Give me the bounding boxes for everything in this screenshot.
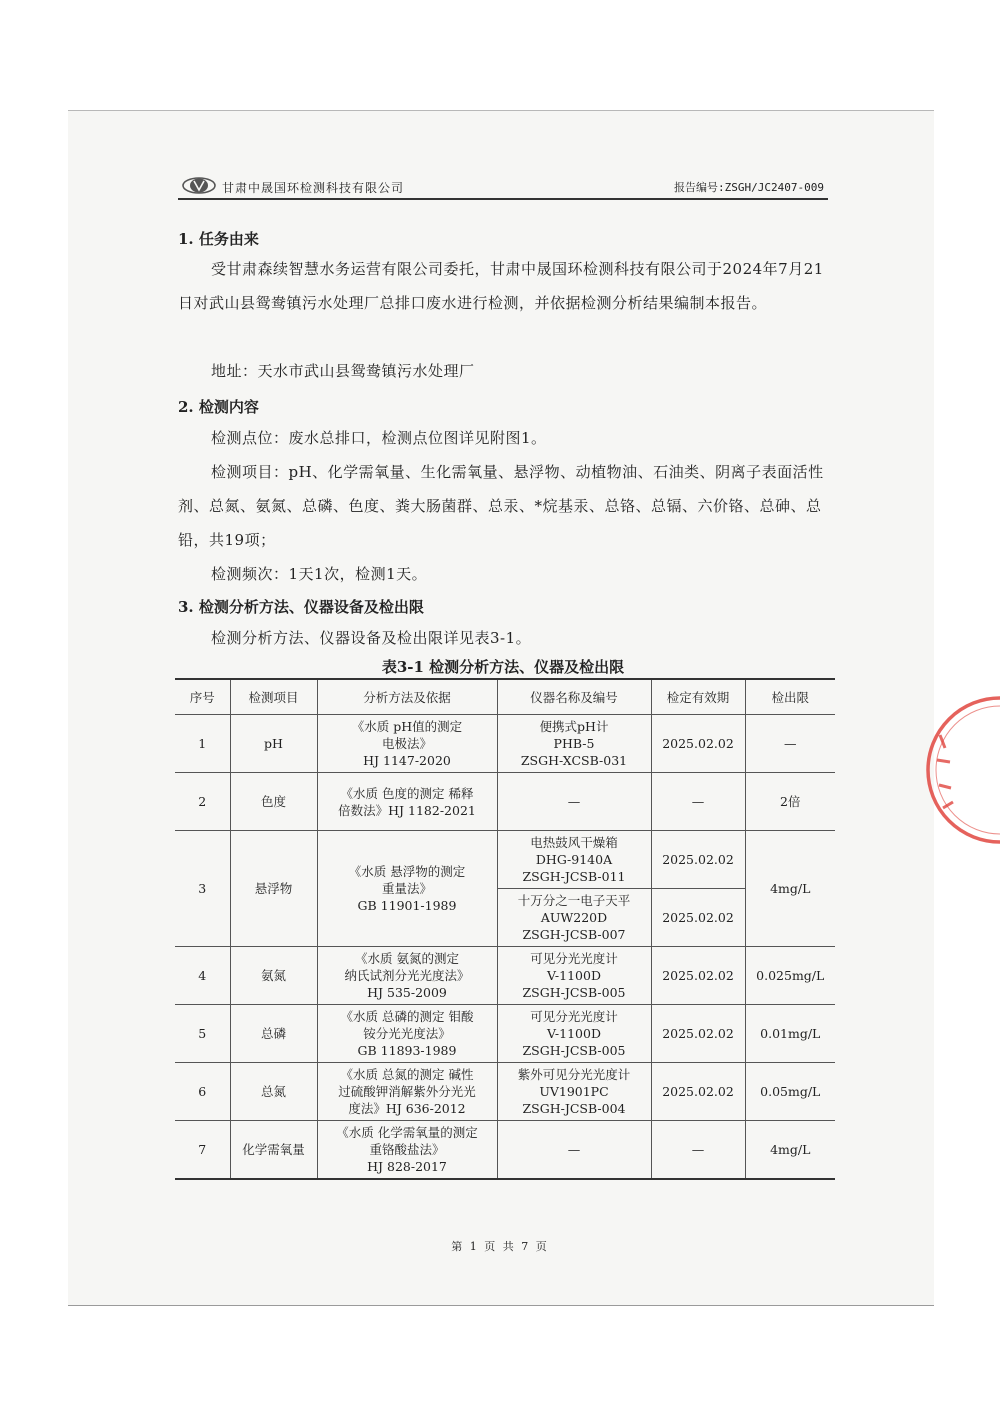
cell-limit: 4mg/L bbox=[745, 831, 835, 947]
cell-valid: 2025.02.02 bbox=[651, 831, 745, 889]
header-instrument: 仪器名称及编号 bbox=[497, 679, 651, 715]
official-seal-icon bbox=[895, 690, 1000, 850]
header-item: 检测项目 bbox=[230, 679, 317, 715]
section-2-items: 检测项目：pH、化学需氧量、生化需氧量、悬浮物、动植物油、石油类、阴离子表面活性剂、总氮、氨氮、总磷、色度、粪大肠菌群、总汞、*烷基汞、总铬、总镉、六价铬、总砷、总铅，共19项； bbox=[178, 463, 824, 549]
cell-limit: 0.05mg/L bbox=[745, 1063, 835, 1121]
header-valid: 检定有效期 bbox=[651, 679, 745, 715]
cell-instrument: 十万分之一电子天平 AUW220D ZSGH-JCSB-007 bbox=[497, 889, 651, 947]
cell-instrument: 便携式pH计 PHB-5 ZSGH-XCSB-031 bbox=[497, 715, 651, 773]
cell-no: 3 bbox=[175, 831, 230, 947]
cell-item: 氨氮 bbox=[230, 947, 317, 1005]
company-logo-icon bbox=[182, 177, 216, 194]
section-3-paragraph: 检测分析方法、仪器设备及检出限详见表3-1。 bbox=[211, 629, 532, 647]
cell-method: 《水质 色度的测定 稀释 倍数法》HJ 1182-2021 bbox=[317, 773, 497, 831]
cell-no: 4 bbox=[175, 947, 230, 1005]
page-header bbox=[178, 176, 828, 200]
header-no: 序号 bbox=[175, 679, 230, 715]
cell-instrument: 电热鼓风干燥箱 DHG-9140A ZSGH-JCSB-011 bbox=[497, 831, 651, 889]
cell-method: 《水质 pH值的测定 电极法》 HJ 1147-2020 bbox=[317, 715, 497, 773]
cell-no: 6 bbox=[175, 1063, 230, 1121]
table-row bbox=[175, 1121, 835, 1179]
cell-method: 《水质 悬浮物的测定 重量法》 GB 11901-1989 bbox=[317, 831, 497, 947]
cell-item: 化学需氧量 bbox=[230, 1121, 317, 1179]
methods-table bbox=[175, 678, 835, 1180]
cell-limit: 0.01mg/L bbox=[745, 1005, 835, 1063]
section-1-title: 1. 任务由来 bbox=[178, 230, 259, 248]
cell-limit: — bbox=[745, 715, 835, 773]
report-number: 报告编号:ZSGH/JC2407-009 bbox=[674, 181, 824, 194]
cell-valid: — bbox=[651, 1121, 745, 1179]
cell-item: 总磷 bbox=[230, 1005, 317, 1063]
cell-method: 《水质 总磷的测定 钼酸 铵分光光度法》 GB 11893-1989 bbox=[317, 1005, 497, 1063]
header-limit: 检出限 bbox=[745, 679, 835, 715]
cell-item: 总氮 bbox=[230, 1063, 317, 1121]
cell-instrument: 紫外可见分光光度计 UV1901PC ZSGH-JCSB-004 bbox=[497, 1063, 651, 1121]
company-name: 甘肃中晟国环检测科技有限公司 bbox=[222, 181, 405, 195]
section-2-title: 2. 检测内容 bbox=[178, 398, 259, 416]
table-row bbox=[175, 773, 835, 831]
cell-instrument: — bbox=[497, 773, 651, 831]
header-method: 分析方法及依据 bbox=[317, 679, 497, 715]
page-number: 第 1 页 共 7 页 bbox=[451, 1240, 549, 1253]
cell-limit: 2倍 bbox=[745, 773, 835, 831]
table-row bbox=[175, 1063, 835, 1121]
cell-valid: — bbox=[651, 773, 745, 831]
table-row bbox=[175, 831, 835, 889]
cell-valid: 2025.02.02 bbox=[651, 1063, 745, 1121]
table-row bbox=[175, 947, 835, 1005]
cell-instrument: 可见分光光度计 V-1100D ZSGH-JCSB-005 bbox=[497, 947, 651, 1005]
cell-limit: 4mg/L bbox=[745, 1121, 835, 1179]
cell-no: 2 bbox=[175, 773, 230, 831]
table-caption: 表3-1 检测分析方法、仪器及检出限 bbox=[381, 658, 625, 676]
cell-no: 7 bbox=[175, 1121, 230, 1179]
table-row bbox=[175, 715, 835, 773]
cell-instrument: — bbox=[497, 1121, 651, 1179]
table-row bbox=[175, 1005, 835, 1063]
cell-limit: 0.025mg/L bbox=[745, 947, 835, 1005]
cell-valid: 2025.02.02 bbox=[651, 947, 745, 1005]
cell-no: 1 bbox=[175, 715, 230, 773]
cell-item: 色度 bbox=[230, 773, 317, 831]
cell-valid: 2025.02.02 bbox=[651, 715, 745, 773]
cell-method: 《水质 总氮的测定 碱性 过硫酸钾消解紫外分光光 度法》HJ 636-2012 bbox=[317, 1063, 497, 1121]
section-1-address: 地址：天水市武山县鸳鸯镇污水处理厂 bbox=[211, 362, 475, 380]
cell-item: pH bbox=[230, 715, 317, 773]
cell-method: 《水质 氨氮的测定 纳氏试剂分光光度法》 HJ 535-2009 bbox=[317, 947, 497, 1005]
cell-method: 《水质 化学需氧量的测定 重铬酸盐法》 HJ 828-2017 bbox=[317, 1121, 497, 1179]
section-1-paragraph: 受甘肃森续智慧水务运营有限公司委托，甘肃中晟国环检测科技有限公司于2024年7月21日对武山县鸳鸯镇污水处理厂总排口废水进行检测，并依据检测分析结果编制本报告。 bbox=[178, 260, 824, 312]
table-header-row bbox=[175, 679, 835, 715]
section-3-title: 3. 检测分析方法、仪器设备及检出限 bbox=[178, 598, 424, 616]
cell-valid: 2025.02.02 bbox=[651, 1005, 745, 1063]
section-2-sampling-point: 检测点位：废水总排口，检测点位图详见附图1。 bbox=[211, 429, 547, 447]
section-2-frequency: 检测频次：1天1次，检测1天。 bbox=[211, 565, 428, 583]
cell-no: 5 bbox=[175, 1005, 230, 1063]
cell-instrument: 可见分光光度计 V-1100D ZSGH-JCSB-005 bbox=[497, 1005, 651, 1063]
cell-valid: 2025.02.02 bbox=[651, 889, 745, 947]
cell-item: 悬浮物 bbox=[230, 831, 317, 947]
